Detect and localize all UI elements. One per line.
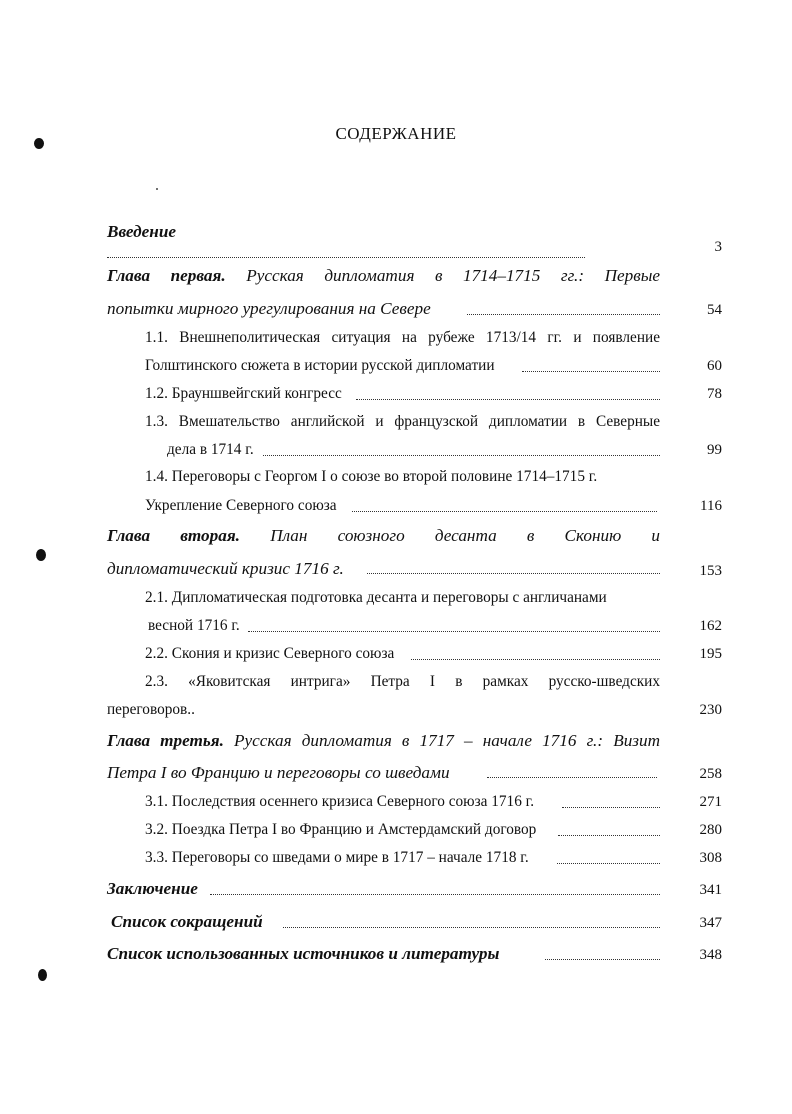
- toc-s1-1-line2: Голштинского сюжета в истории русской дипломатии: [145, 357, 495, 374]
- toc-intro-page: 3: [714, 239, 722, 255]
- toc-ch2-line1: Глава вторая. План союзного десанта в Сконию и: [107, 526, 660, 545]
- dot-leader: [210, 894, 660, 895]
- toc-s2-1-line1: 2.1. Дипломатическая подготовка десанта и переговоры с англичанами: [145, 589, 607, 606]
- dot-leader: [248, 631, 660, 632]
- toc-ch3-page: 258: [699, 766, 722, 782]
- toc-ch1-line1: Глава первая. Русская дипломатия в 1714–1715 гг.: Первые: [107, 266, 660, 285]
- toc-ch1-line2: попытки мирного урегулирования на Севере: [107, 299, 431, 318]
- toc-s1-1-line1: 1.1. Внешнеполитическая ситуация на рубеже 1713/14 гг. и появление: [145, 329, 660, 346]
- dot-leader: [352, 511, 657, 512]
- toc-s2-3-line1: 2.3. «Яковитская интрига» Петра I в рамках русско-шведских: [145, 673, 660, 690]
- dot-leader: [562, 807, 660, 808]
- toc-s3-1-page: 271: [699, 794, 722, 810]
- dot-leader: [356, 399, 660, 400]
- dot-leader: [263, 455, 660, 456]
- toc-s3-1-line1: 3.1. Последствия осеннего кризиса Северного союза 1716 г.: [145, 793, 535, 810]
- dot-leader: [522, 371, 660, 372]
- toc-s3-3-page: 308: [699, 850, 722, 866]
- toc-s1-4-page: 116: [700, 498, 722, 514]
- toc-s2-2-line1: 2.2. Скония и кризис Северного союза: [145, 645, 395, 662]
- toc-s2-3-line2: переговоров..: [107, 701, 195, 718]
- dot-leader: [411, 659, 660, 660]
- toc-s3-2-line1: 3.2. Поездка Петра I во Францию и Амстердамский договор: [145, 821, 537, 838]
- toc-sources-page: 348: [699, 947, 722, 963]
- dot-leader: [558, 835, 660, 836]
- toc-s2-3-page: 230: [699, 702, 722, 718]
- page-title: СОДЕРЖАНИЕ: [335, 124, 457, 143]
- toc-abbr-title: Список сокращений: [111, 912, 263, 931]
- toc-s2-1-page: 162: [699, 618, 722, 634]
- toc-intro-title: Введение: [107, 222, 177, 241]
- toc-s1-2-page: 78: [707, 386, 722, 402]
- toc-s3-3-line1: 3.3. Переговоры со шведами о мире в 1717 – начале 1718 г.: [145, 849, 529, 866]
- toc-s1-4-line2: Укрепление Северного союза: [145, 497, 337, 514]
- toc-abbr-page: 347: [699, 915, 722, 931]
- toc-ch2-line2: дипломатический кризис 1716 г.: [107, 559, 344, 578]
- toc-s2-2-page: 195: [699, 646, 722, 662]
- toc-ch3-line2: Петра I во Францию и переговоры со шведами: [107, 763, 450, 782]
- dot-leader: [557, 863, 660, 864]
- scan-speck: [36, 549, 46, 561]
- toc-s1-1-page: 60: [707, 358, 722, 374]
- dot-leader: [545, 959, 660, 960]
- toc-s1-3-line2: дела в 1714 г.: [167, 441, 254, 458]
- toc-conclusion-page: 341: [699, 882, 722, 898]
- scan-speck: [38, 969, 47, 981]
- toc-ch1-page: 54: [707, 302, 722, 318]
- toc-s1-4-line1: 1.4. Переговоры с Георгом I о союзе во второй половине 1714–1715 г.: [145, 468, 598, 485]
- toc-ch3-line1: Глава третья. Русская дипломатия в 1717 – начале 1716 г.: Визит: [107, 731, 661, 750]
- toc-ch2-page: 153: [699, 563, 722, 579]
- toc-s1-3-line1: 1.3. Вмешательство английской и французской дипломатии в Северные: [145, 413, 660, 430]
- toc-sources-title: Список использованных источников и литературы: [107, 944, 500, 963]
- toc-s1-3-page: 99: [707, 442, 722, 458]
- toc-s2-1-line2: весной 1716 г.: [148, 617, 240, 634]
- dot-leader: [283, 927, 660, 928]
- toc-s3-2-page: 280: [699, 822, 722, 838]
- scan-speck: [156, 188, 158, 190]
- toc-conclusion-title: Заключение: [107, 879, 198, 898]
- dot-leader: [367, 573, 660, 574]
- dot-leader: [107, 257, 585, 258]
- dot-leader: [487, 777, 657, 778]
- toc-s1-2-line1: 1.2. Брауншвейгский конгресс: [145, 385, 342, 402]
- dot-leader: [467, 314, 660, 315]
